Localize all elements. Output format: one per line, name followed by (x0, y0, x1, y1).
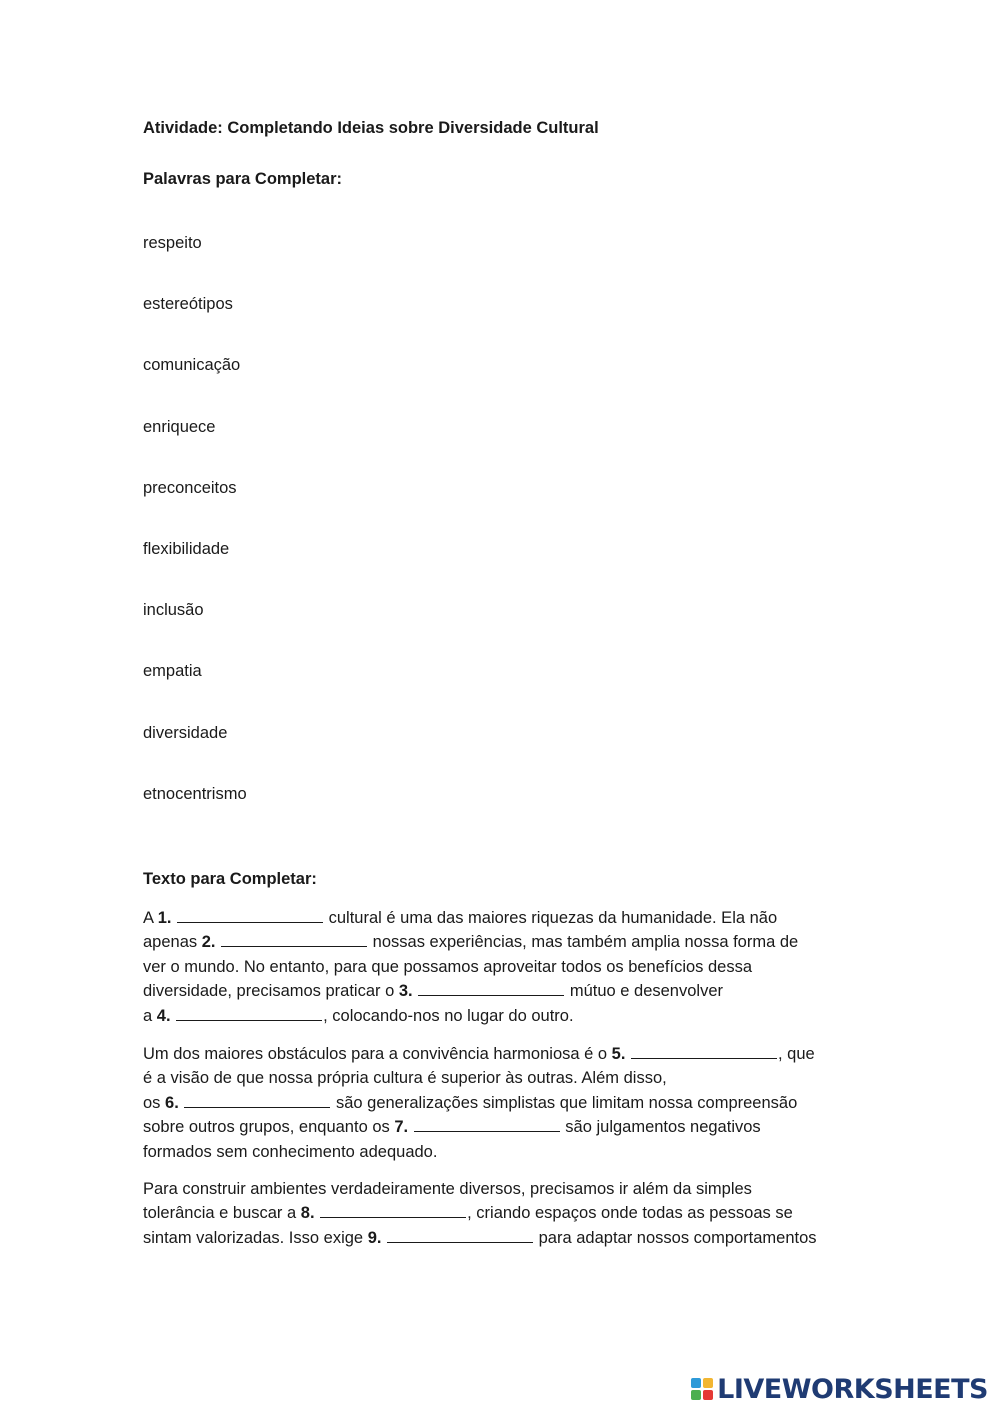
blank-7[interactable] (414, 1117, 560, 1132)
text-segment: apenas (143, 933, 202, 952)
text-segment: são julgamentos negativos (560, 1118, 761, 1137)
blank-number-2: 2. (201, 933, 216, 952)
blank-8[interactable] (320, 1203, 466, 1218)
text-segment: mútuo e desenvolver (565, 982, 723, 1001)
words-heading: Palavras para Completar: (143, 170, 343, 188)
blank-6[interactable] (184, 1093, 330, 1108)
blank-number-5: 5. (611, 1045, 626, 1063)
word-bank-item: comunicação (143, 356, 241, 375)
text-segment: sintam valorizadas. Isso exige (143, 1228, 368, 1247)
paragraph-line: ver o mundo. No entanto, para que possamos aproveitar todos os benefícios dessa (143, 957, 753, 976)
paragraph-line (143, 1004, 863, 1028)
blank-number-6: 6. (165, 1093, 179, 1112)
blank-number-7: 7. (394, 1118, 409, 1137)
liveworksheets-logo (691, 1372, 988, 1406)
logo-mark-square (691, 1390, 701, 1400)
word-bank-item: inclusão (143, 601, 204, 620)
word-bank-item: enriquece (143, 417, 216, 436)
word-bank-list (143, 231, 247, 843)
paragraph-line (143, 1226, 863, 1250)
paragraph-line (143, 1201, 863, 1225)
text-segment: Um dos maiores obstáculos para a convivência harmoniosa é o (143, 1045, 612, 1063)
paragraph-line (143, 1091, 863, 1115)
logo-mark-square (691, 1378, 701, 1388)
blank-number-1: 1. (157, 909, 172, 927)
paragraph-line: formados sem conhecimento adequado. (143, 1142, 438, 1161)
text-segment: cultural é uma das maiores riquezas da humanidade. Ela não (324, 909, 778, 927)
word-bank-item: etnocentrismo (143, 784, 247, 803)
text-segment: , colocando-nos no lugar do outro. (323, 1006, 574, 1025)
paragraph-3 (143, 1177, 863, 1250)
text-segment: para adaptar nossos comportamentos (534, 1228, 817, 1247)
logo-mark-square (703, 1378, 713, 1388)
text-segment: A (143, 909, 158, 927)
blank-4[interactable] (176, 1006, 322, 1021)
paragraph-1 (143, 906, 863, 1028)
paragraph-line (143, 906, 863, 930)
blank-number-8: 8. (300, 1204, 315, 1223)
worksheet-title: Atividade: Completando Ideias sobre Diversidade Cultural (143, 119, 599, 137)
word-bank-item: preconceitos (143, 478, 237, 497)
word-bank-item: diversidade (143, 723, 228, 742)
blank-number-4: 4. (156, 1006, 171, 1025)
paragraph-line (143, 979, 863, 1003)
paragraph-line: Para construir ambientes verdadeiramente diversos, precisamos ir além da simples (143, 1180, 752, 1198)
word-bank-item: flexibilidade (143, 539, 230, 558)
logo-text: LIVEWORKSHEETS (717, 1373, 988, 1405)
text-segment: , criando espaços onde todas as pessoas se (467, 1204, 793, 1223)
text-segment: os (143, 1093, 166, 1112)
word-bank-item: empatia (143, 662, 202, 681)
text-segment: sobre outros grupos, enquanto os (143, 1118, 395, 1137)
blank-9[interactable] (387, 1228, 533, 1243)
text-segment: tolerância e buscar a (143, 1204, 301, 1223)
text-segment: a (143, 1006, 157, 1025)
text-segment: diversidade, precisamos praticar o (143, 982, 399, 1001)
paragraph-line (143, 1115, 863, 1139)
paragraph-line (143, 1042, 863, 1066)
text-segment: , que (778, 1045, 815, 1063)
logo-mark-square (703, 1390, 713, 1400)
word-bank-item: respeito (143, 234, 202, 252)
blank-number-9: 9. (367, 1228, 382, 1247)
blank-3[interactable] (418, 981, 564, 996)
paragraph-line: é a visão de que nossa própria cultura é superior às outras. Além disso, (143, 1069, 667, 1088)
paragraph-line (143, 930, 863, 954)
logo-mark-icon (691, 1378, 713, 1400)
text-segment: nossas experiências, mas também amplia nossa forma de (368, 933, 799, 952)
blank-5[interactable] (631, 1044, 777, 1059)
text-heading: Texto para Completar: (143, 870, 317, 888)
blank-2[interactable] (221, 932, 367, 947)
blank-number-3: 3. (398, 982, 413, 1001)
text-segment: são generalizações simplistas que limitam nossa compreensão (331, 1093, 798, 1112)
paragraph-2 (143, 1042, 863, 1164)
word-bank-item: estereótipos (143, 295, 233, 314)
blank-1[interactable] (177, 908, 323, 923)
